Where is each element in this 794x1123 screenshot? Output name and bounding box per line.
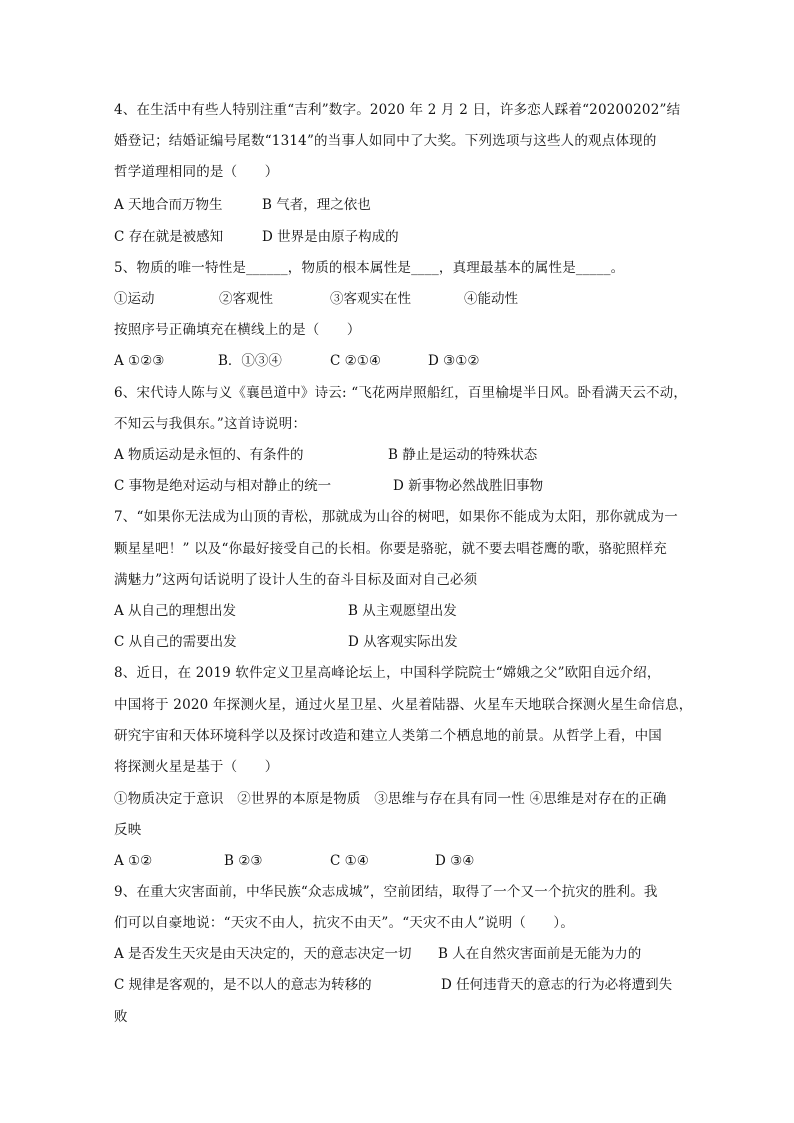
q7-option-d: D 从客观实际出发 (348, 634, 458, 650)
q7-stem-line-2: 颗星星吧！” 以及“你最好接受自己的长相。你要是骆驼，就不要去唱苍鹰的歌，骆驼照样充 (114, 541, 667, 557)
q8-stem-line-2: 中国将于 2020 年探测火星，通过火星卫星、火星着陆器、火星车天地联合探测火星生命信息， (114, 697, 693, 713)
q9-option-a: A 是否发生天灾是由天决定的，天的意志决定一切 (114, 946, 412, 962)
q4-stem-line-1: 4、在生活中有些人特别注重“吉利”数字。2020 年 2 月 2 日，许多恋人踩着“20200202”结 (114, 102, 681, 118)
q5-option-d: D ③①② (428, 353, 480, 369)
q6-option-c: C 事物是绝对运动与相对静止的统一 (114, 478, 332, 494)
q9-option-b: B 人在自然灾害面前是无能为力的 (438, 946, 642, 962)
q9-option-c: C 规律是客观的，是不以人的意志为转移的 (114, 977, 372, 993)
q9-stem-line-2: 们可以自豪地说：“天灾不由人，抗灾不由天”。“天灾不由人”说明（ ）。 (114, 915, 575, 931)
q5-prompt: 按照序号正确填充在横线上的是（ ） (114, 322, 361, 338)
q8-option-d: D ③④ (435, 853, 475, 869)
q5-stem: 5、物质的唯一特性是______，物质的根本属性是____，真理最基本的属性是_____。 (114, 260, 625, 276)
q4-stem-line-2: 婚登记；结婚证编号尾数“1314”的当事人如同中了大奖。下列选项与这些人的观点体现的 (114, 133, 657, 149)
q6-option-d: D 新事物必然战胜旧事物 (393, 478, 544, 494)
q9-stem-line-1: 9、在重大灾害面前，中华民族“众志成城”，空前团结，取得了一个又一个抗灾的胜利。我 (114, 884, 658, 900)
q8-stem-line-1: 8、近日，在 2019 软件定义卫星高峰论坛上，中国科学院院士“嫦娥之父”欧阳自远介绍， (114, 665, 661, 681)
q8-items-line-2: 反映 (114, 822, 142, 838)
q7-option-b: B 从主观愿望出发 (348, 603, 457, 619)
q6-stem-line-1: 6、宋代诗人陈与义《襄邑道中》诗云: “飞花两岸照船红，百里榆堤半日风。卧看满天云不动， (114, 385, 688, 401)
q8-stem-line-3: 研究宇宙和天体环境科学以及探讨改造和建立人类第二个栖息地的前景。从哲学上看，中国 (114, 728, 662, 744)
q4-option-c: C 存在就是被感知 (114, 229, 224, 245)
q8-option-b: B ②③ (224, 853, 263, 869)
q8-option-a: A ①② (114, 853, 153, 869)
q4-option-d: D 世界是由原子构成的 (262, 229, 399, 245)
q8-items-line-1: ①物质决定于意识 ②世界的本原是物质 ③思维与存在具有同一性 ④思维是对存在的正确 (114, 791, 667, 807)
q5-item-1: ①运动 (114, 291, 155, 307)
q5-item-3: ③客观实在性 (330, 291, 411, 307)
q7-option-a: A 从自己的理想出发 (114, 603, 237, 619)
q5-option-b: B．①③④ (218, 353, 282, 369)
q8-option-c: C ①④ (330, 853, 369, 869)
q6-stem-line-2: 不知云与我俱东。”这首诗说明： (114, 416, 307, 432)
q5-item-2: ②客观性 (219, 291, 273, 307)
q7-option-c: C 从自己的需要出发 (114, 634, 237, 650)
q7-stem-line-1: 7、“如果你无法成为山顶的青松，那就成为山谷的树吧，如果你不能成为太阳，那你就成为一 (114, 509, 678, 525)
q7-stem-line-3: 满魅力”这两句话说明了设计人生的奋斗目标及面对自己必须 (114, 572, 478, 588)
q5-item-4: ④能动性 (464, 291, 518, 307)
q5-option-a: A ①②③ (114, 353, 165, 369)
q6-option-b: B 静止是运动的特殊状态 (388, 447, 538, 463)
q4-stem-line-3: 哲学道理相同的是（ ） (114, 164, 279, 180)
q6-option-a: A 物质运动是永恒的、有条件的 (114, 447, 304, 463)
q4-option-b: B 气者，理之依也 (262, 197, 371, 213)
q8-stem-line-4: 将探测火星是基于（ ） (114, 759, 279, 775)
q9-option-d: D 任何违背天的意志的行为必将遭到失 (441, 977, 673, 993)
q4-option-a: A 天地合而万物生 (114, 197, 223, 213)
q5-option-c: C ②①④ (330, 353, 381, 369)
q9-option-d-continued: 败 (114, 1009, 128, 1025)
